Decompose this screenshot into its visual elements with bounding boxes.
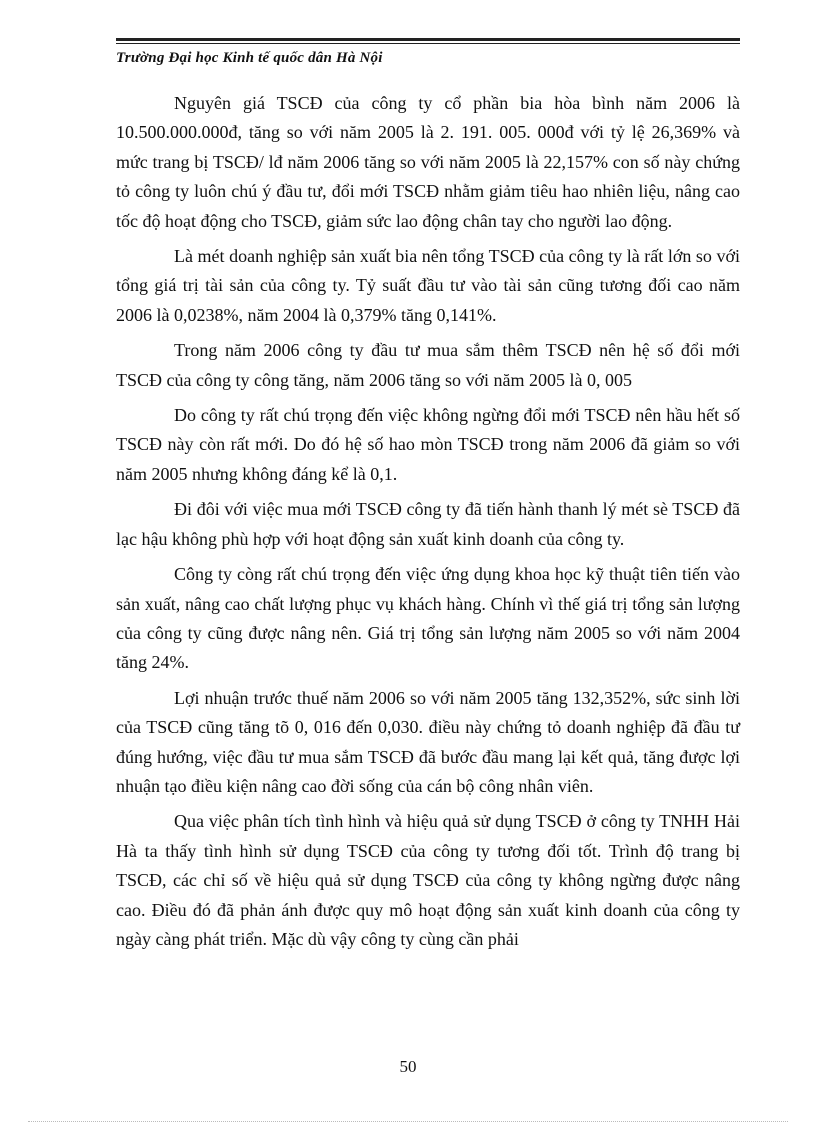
- paragraph: Công ty còng rất chú trọng đến việc ứng dụng khoa học kỹ thuật tiên tiến vào sản xuất, nâng cao chất lượng phục vụ khách hàng. Chính vì thế giá trị tổng sản lượng của công ty cũng được nâng nên. Giá trị tổng sản lượng năm 2005 so với năm 2004 tăng 24%.: [116, 564, 740, 673]
- paragraph: Là mét doanh nghiệp sản xuất bia nên tổng TSCĐ của công ty là rất lớn so với tổng giá trị tài sản của công ty. Tỷ suất đầu tư vào tài sản cũng tương đối cao năm 2006 là 0,0238%, năm 2004 là 0,379% tăng 0,141%.: [116, 246, 740, 325]
- header-title: Trường Đại học Kinh tế quốc dân Hà Nội: [116, 50, 383, 66]
- paragraph: Lợi nhuận trước thuế năm 2006 so với năm 2005 tăng 132,352%, sức sinh lời của TSCĐ cũng tăng tõ 0, 016 đến 0,030. điều này chứng tỏ doanh nghiệp đã đầu tư đúng hướng, việc đầu tư mua sắm TSCĐ đã bước đầu mang lại kết quả, tăng được lợi nhuận tạo điều kiện nâng cao đời sống của cán bộ công nhân viên.: [116, 687, 740, 796]
- body-text: [116, 89, 740, 960]
- paragraph: Đi đôi với việc mua mới TSCĐ công ty đã tiến hành thanh lý mét sè TSCĐ đã lạc hậu không phù hợp với hoạt động sản xuất kinh doanh của công ty.: [116, 499, 740, 549]
- footer-divider: [28, 1121, 788, 1122]
- paragraph: Nguyên giá TSCĐ của công ty cổ phần bia hòa bình năm 2006 là 10.500.000.000đ, tăng so với năm 2005 là 2. 191. 005. 000đ với tỷ lệ 26,369% và mức trang bị TSCĐ/ lđ năm 2006 tăng so với năm 2005 là 22,157% con số này chứng tỏ công ty luôn chú ý đầu tư, đổi mới TSCĐ nhằm giảm tiêu hao nhiên liệu, nâng cao tốc độ hoạt động cho TSCĐ, giảm sức lao động chân tay cho người lao động.: [116, 93, 740, 231]
- page-number: 50: [399, 1057, 417, 1076]
- header-rule-thin: [116, 43, 740, 44]
- paragraph: Do công ty rất chú trọng đến việc không ngừng đổi mới TSCĐ nên hầu hết số TSCĐ này còn rất mới. Do đó hệ số hao mòn TSCĐ trong năm 2006 đã giảm so với năm 2005 nhưng không đáng kể là 0,1.: [116, 405, 740, 484]
- header-rule-thick: [116, 38, 740, 41]
- paragraph: Qua việc phân tích tình hình và hiệu quả sử dụng TSCĐ ở công ty TNHH Hải Hà ta thấy tình hình sử dụng TSCĐ của công ty tương đối tốt. Trình độ trang bị TSCĐ, các chỉ số về hiệu quả sử dụng TSCĐ của công ty không ngừng được nâng cao. Điều đó đã phản ánh được quy mô hoạt động sản xuất kinh doanh của công ty ngày càng phát triển. Mặc dù vậy công ty cùng cần phải: [116, 811, 740, 949]
- paragraph: Trong năm 2006 công ty đầu tư mua sắm thêm TSCĐ nên hệ số đổi mới TSCĐ của công ty công tăng, năm 2006 tăng so với năm 2005 là 0, 005: [116, 340, 740, 390]
